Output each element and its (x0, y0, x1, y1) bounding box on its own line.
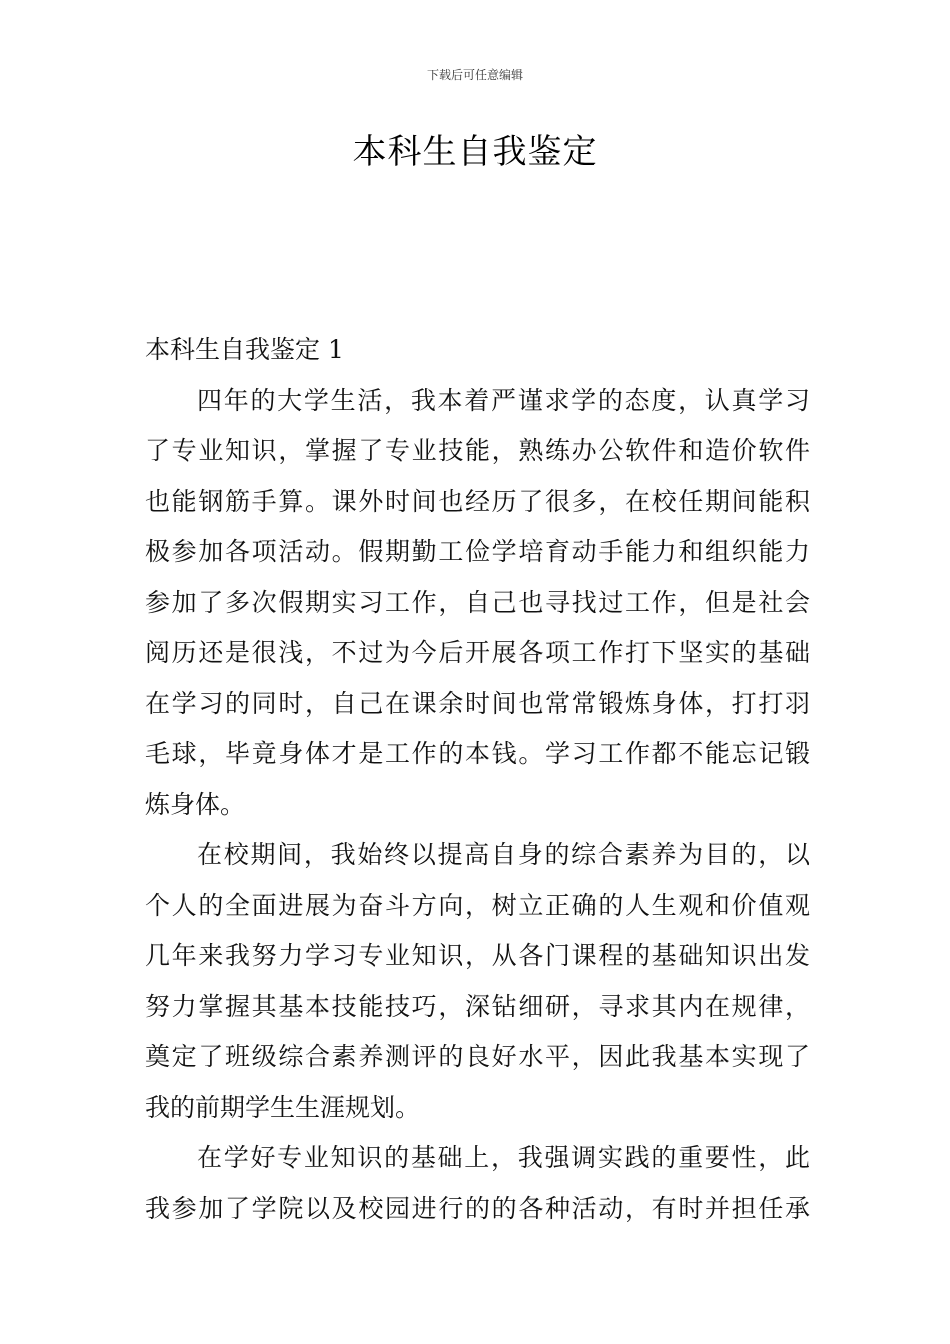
paragraph-line: 也能钢筋手算。课外时间也经历了很多，在校任期间能积 (145, 486, 810, 516)
paragraph-2 (145, 830, 810, 1133)
paragraph-line: 在学习的同时，自己在课余时间也常常锻炼身体，打打羽 (145, 688, 810, 718)
paragraph-line: 炼身体。 (145, 789, 246, 819)
document-title: 本科生自我鉴定 (352, 132, 598, 172)
paragraph-line: 奠定了班级综合素养测评的良好水平，因此我基本实现了 (145, 1042, 810, 1071)
paragraph-line: 四年的大学生活，我本着严谨求学的态度，认真学习 (197, 385, 810, 415)
paragraph-line: 极参加各项活动。假期勤工俭学培育动手能力和组织能力 (145, 537, 810, 566)
paragraph-line: 在学好专业知识的基础上，我强调实践的重要性，此 (197, 1143, 810, 1172)
paragraph-line: 努力掌握其基本技能技巧，深钻细研，寻求其内在规律， (145, 991, 810, 1021)
paragraph-3 (145, 1133, 810, 1234)
paragraph-1 (145, 376, 810, 831)
paragraph-line: 我参加了学院以及校园进行的的各种活动，有时并担任承 (145, 1193, 810, 1223)
header-note: 下载后可任意编辑 (426, 68, 523, 82)
paragraph-line: 在校期间，我始终以提高自身的综合素养为目的，以 (197, 840, 810, 869)
paragraph-line: 几年来我努力学习专业知识，从各门课程的基础知识出发 (145, 941, 810, 970)
section-heading: 本科生自我鉴定 1 (145, 335, 344, 364)
paragraph-line: 阅历还是很浅，不过为今后开展各项工作打下坚实的基础 (145, 638, 810, 667)
paragraph-line: 我的前期学生生涯规划。 (145, 1092, 421, 1122)
paragraph-line: 了专业知识，掌握了专业技能，熟练办公软件和造价软件 (145, 436, 810, 465)
paragraph-line: 毛球，毕竟身体才是工作的本钱。学习工作都不能忘记锻 (145, 739, 810, 768)
document-body (145, 325, 810, 1234)
paragraph-line: 参加了多次假期实习工作，自己也寻找过工作，但是社会 (145, 587, 810, 617)
paragraph-line: 个人的全面进展为奋斗方向，树立正确的人生观和价值观 (145, 890, 810, 920)
